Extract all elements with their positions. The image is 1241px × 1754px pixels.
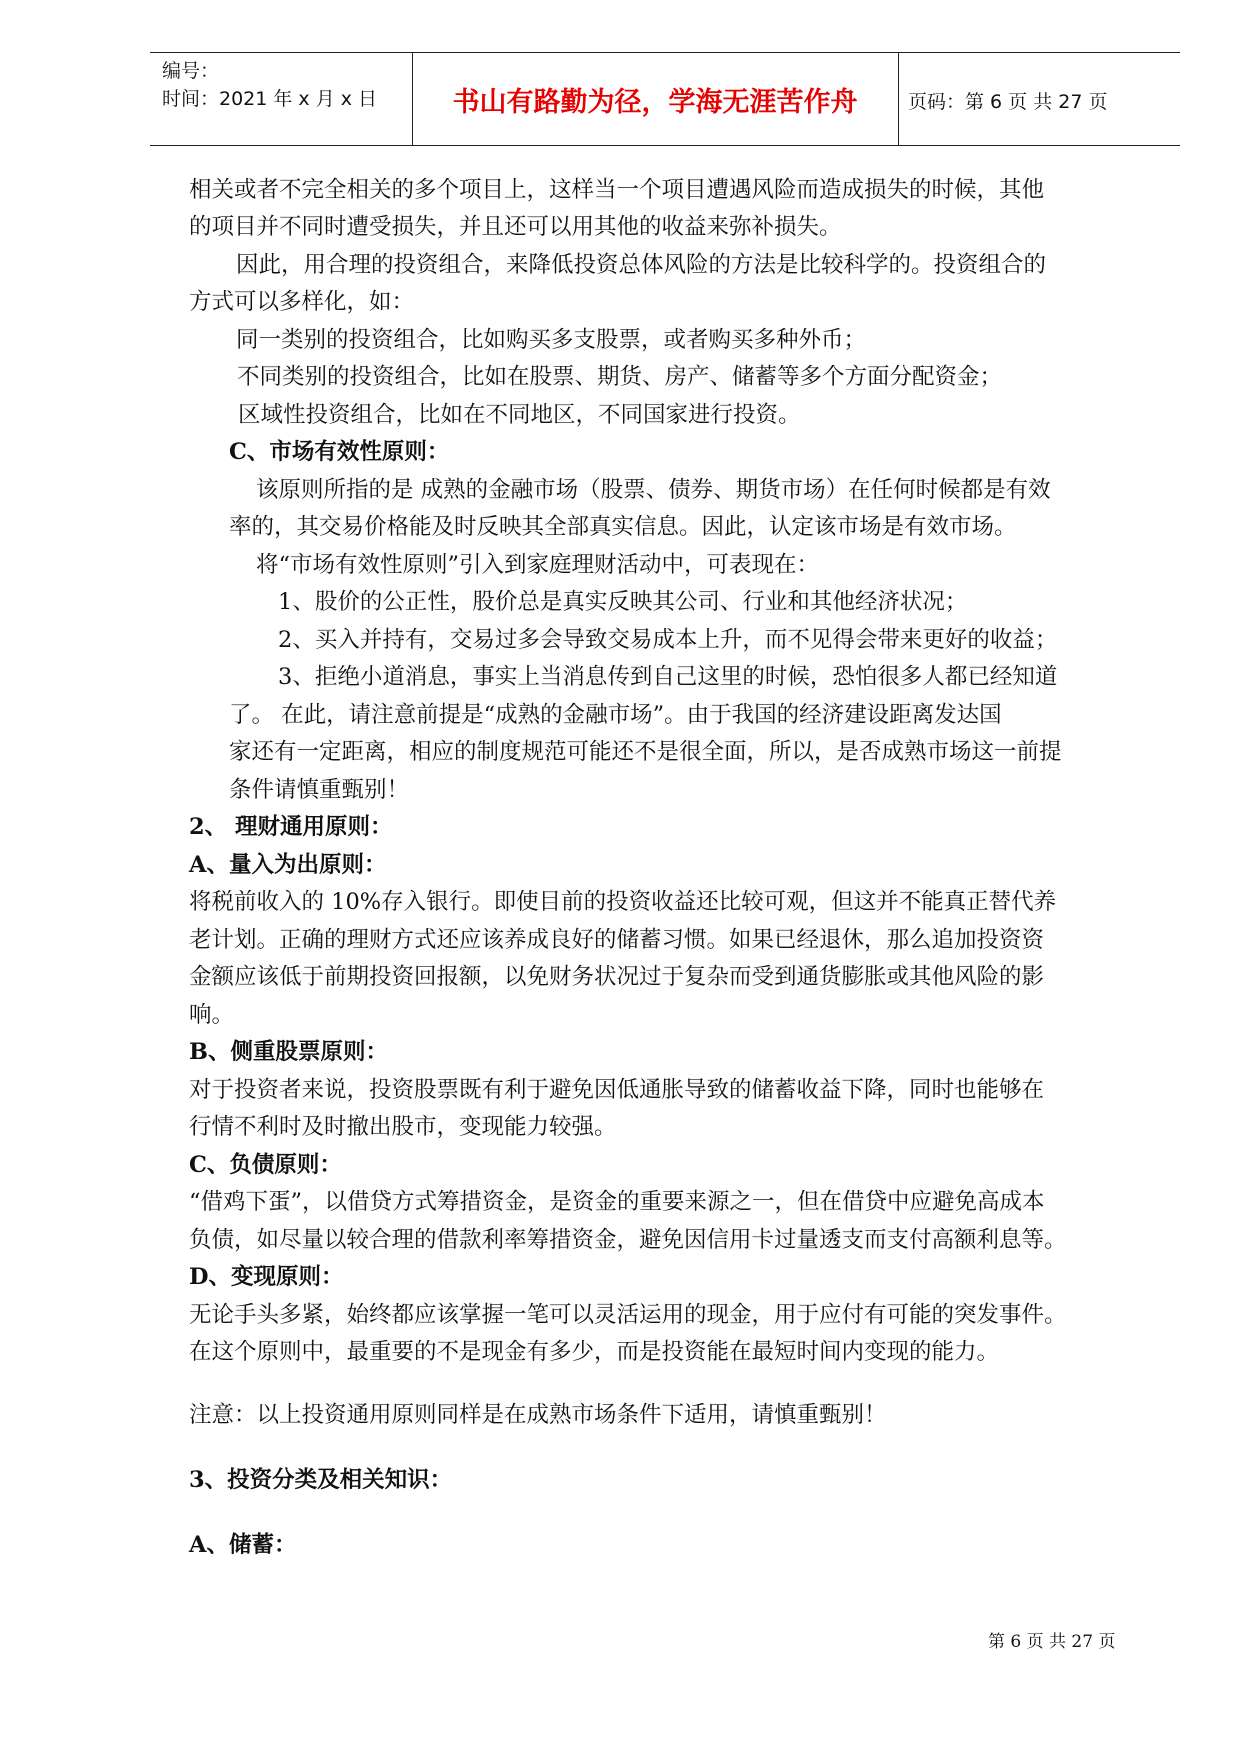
list-item: 3、拒绝小道消息，事实上当消息传到自己这里的时候，恐怕很多人都已经知道 bbox=[278, 664, 1058, 690]
paragraph-line: 行情不利时及时撤出股市，变现能力较强。 bbox=[189, 1114, 617, 1140]
header-number: 编号： bbox=[162, 60, 220, 82]
paragraph-line: 相关或者不完全相关的多个项目上，这样当一个项目遭遇风险而造成损失的时候，其他 bbox=[189, 177, 1045, 203]
paragraph-line: 率的，其交易价格能及时反映其全部真实信息。因此，认定该市场是有效市场。 bbox=[229, 514, 1017, 540]
paragraph-line: 将税前收入的 10%存入银行。即使目前的投资收益还比较可观，但这并不能真正替代养 bbox=[189, 889, 1057, 915]
section-heading: A、储蓄： bbox=[189, 1532, 297, 1558]
paragraph-line: 将“市场有效性原则”引入到家庭理财活动中，可表现在： bbox=[256, 552, 820, 578]
paragraph-line: 的项目并不同时遭受损失，并且还可以用其他的收益来弥补损失。 bbox=[189, 214, 842, 240]
section-heading: D、变现原则： bbox=[189, 1264, 344, 1290]
list-item: 同一类别的投资组合，比如购买多支股票，或者购买多种外币； bbox=[236, 327, 867, 353]
footer-page-number: 第 6 页 共 27 页 bbox=[988, 1632, 1116, 1652]
paragraph-line: 方式可以多样化，如： bbox=[189, 289, 415, 315]
section-heading: B、侧重股票原则： bbox=[189, 1039, 389, 1065]
header-top-rule bbox=[150, 52, 1180, 53]
header-motto: 书山有路勤为径，学海无涯苦作舟 bbox=[452, 87, 858, 118]
section-heading: A、量入为出原则： bbox=[189, 852, 387, 878]
paragraph-line: 在这个原则中，最重要的不是现金有多少，而是投资能在最短时间内变现的能力。 bbox=[189, 1339, 1000, 1365]
note-paragraph: 注意：以上投资通用原则同样是在成熟市场条件下适用，请慎重甄别！ bbox=[189, 1402, 887, 1428]
paragraph-line: 老计划。正确的理财方式还应该养成良好的储蓄习惯。如果已经退休，那么追加投资资 bbox=[189, 927, 1045, 953]
list-item: 不同类别的投资组合，比如在股票、期货、房产、储蓄等多个方面分配资金； bbox=[237, 364, 1003, 390]
paragraph-line: 了。 在此，请注意前提是“成熟的金融市场”。由于我国的经济建设距离发达国 bbox=[229, 702, 1002, 728]
list-item: 1、股价的公正性，股价总是真实反映其公司、行业和其他经济状况； bbox=[278, 589, 968, 615]
paragraph-line: 家还有一定距离，相应的制度规范可能还不是很全面，所以，是否成熟市场这一前提 bbox=[229, 739, 1062, 765]
header-divider-right bbox=[898, 52, 899, 146]
paragraph-line: 响。 bbox=[189, 1002, 235, 1028]
section-heading: 3、投资分类及相关知识： bbox=[189, 1467, 453, 1493]
paragraph-line: 无论手头多紧，始终都应该掌握一笔可以灵活运用的现金，用于应付有可能的突发事件。 bbox=[189, 1302, 1067, 1328]
section-heading: C、负债原则： bbox=[189, 1152, 342, 1178]
header-time: 时间：2021 年 x 月 x 日 bbox=[162, 88, 378, 110]
paragraph-line: 负债，如尽量以较合理的借款利率筹措资金，避免因信用卡过量透支而支付高额利息等。 bbox=[189, 1227, 1067, 1253]
paragraph-line: 该原则所指的是 成熟的金融市场（股票、债券、期货市场）在任何时候都是有效 bbox=[256, 477, 1051, 503]
paragraph-line: 金额应该低于前期投资回报额，以免财务状况过于复杂而受到通货膨胀或其他风险的影 bbox=[189, 964, 1045, 990]
paragraph-line: 条件请慎重甄别！ bbox=[229, 777, 410, 803]
header-bottom-rule bbox=[150, 145, 1180, 146]
header-page-number: 页码：第 6 页 共 27 页 bbox=[908, 91, 1108, 113]
section-heading: 2、 理财通用原则： bbox=[189, 814, 393, 840]
list-item: 区域性投资组合，比如在不同地区，不同国家进行投资。 bbox=[238, 402, 801, 428]
list-item: 2、买入并持有，交易过多会导致交易成本上升，而不见得会带来更好的收益； bbox=[278, 627, 1058, 653]
paragraph-line: 对于投资者来说，投资股票既有利于避免因低通胀导致的储蓄收益下降，同时也能够在 bbox=[189, 1077, 1045, 1103]
paragraph-line: 因此，用合理的投资组合，来降低投资总体风险的方法是比较科学的。投资组合的 bbox=[236, 252, 1047, 278]
section-heading: C、市场有效性原则： bbox=[229, 439, 450, 465]
paragraph-line: “借鸡下蛋”，以借贷方式筹措资金，是资金的重要来源之一，但在借贷中应避免高成本 bbox=[189, 1189, 1045, 1215]
